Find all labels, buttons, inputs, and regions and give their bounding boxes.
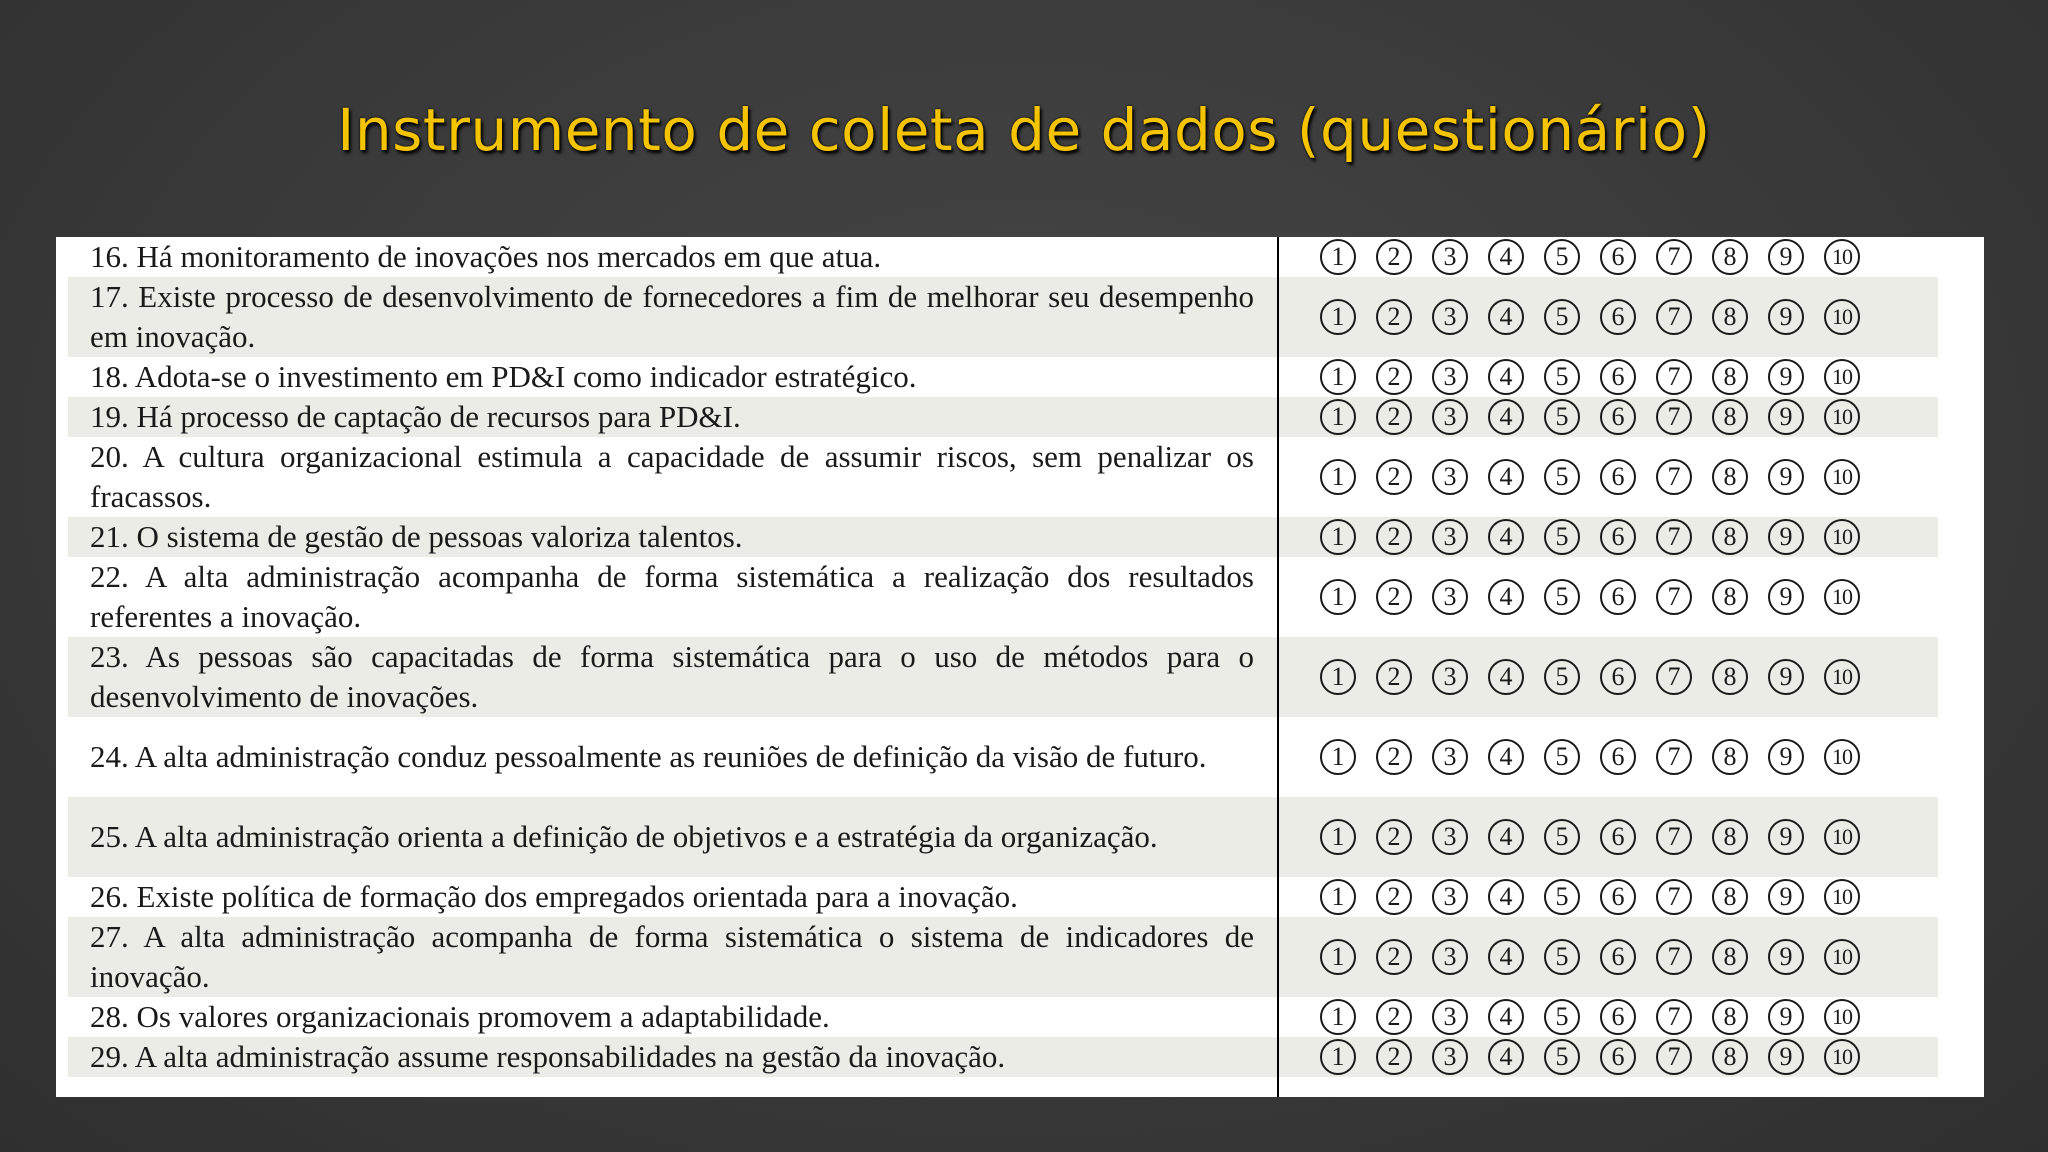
slide-title: Instrumento de coleta de dados (questionário) [337, 96, 1711, 164]
rating-option-2[interactable]: 2 [1376, 459, 1412, 495]
rating-scale [1254, 877, 1938, 917]
rating-option-9[interactable]: 9 [1768, 739, 1804, 775]
rating-option-7[interactable]: 7 [1656, 239, 1692, 275]
question-text: 24. A alta administração conduz pessoalmente as reuniões de definição da visão de futuro. [90, 739, 1207, 774]
rating-option-5[interactable]: 5 [1544, 999, 1580, 1035]
rating-option-5[interactable]: 5 [1544, 299, 1580, 335]
rating-option-4[interactable]: 4 [1488, 239, 1524, 275]
column-divider [1277, 237, 1279, 1097]
rating-option-1[interactable]: 1 [1320, 819, 1356, 855]
rating-option-5[interactable]: 5 [1544, 819, 1580, 855]
rating-option-6[interactable]: 6 [1600, 359, 1636, 395]
rating-option-3[interactable]: 3 [1432, 299, 1468, 335]
rating-option-5[interactable]: 5 [1544, 519, 1580, 555]
rating-option-9[interactable]: 9 [1768, 939, 1804, 975]
rating-scale [1254, 357, 1938, 397]
rating-option-3[interactable]: 3 [1432, 1039, 1468, 1075]
question-text: 28. Os valores organizacionais promovem a adaptabilidade. [90, 999, 830, 1034]
rating-option-6[interactable]: 6 [1600, 819, 1636, 855]
rating-option-6[interactable]: 6 [1600, 399, 1636, 435]
rating-option-5[interactable]: 5 [1544, 1039, 1580, 1075]
question-text: 26. Existe política de formação dos empregados orientada para a inovação. [90, 879, 1018, 914]
rating-option-2[interactable]: 2 [1376, 739, 1412, 775]
rating-option-1[interactable]: 1 [1320, 459, 1356, 495]
rating-option-7[interactable]: 7 [1656, 519, 1692, 555]
rating-option-5[interactable]: 5 [1544, 659, 1580, 695]
rating-option-7[interactable]: 7 [1656, 1039, 1692, 1075]
rating-option-4[interactable]: 4 [1488, 579, 1524, 615]
question-text: 25. A alta administração orienta a definição de objetivos e a estratégia da organização. [90, 819, 1158, 854]
question-row [68, 277, 1938, 357]
rating-option-7[interactable]: 7 [1656, 879, 1692, 915]
rating-option-9[interactable]: 9 [1768, 239, 1804, 275]
rating-option-10[interactable]: 10 [1824, 999, 1860, 1035]
rating-option-7[interactable]: 7 [1656, 999, 1692, 1035]
rating-option-2[interactable]: 2 [1376, 399, 1412, 435]
rating-option-2[interactable]: 2 [1376, 359, 1412, 395]
rating-option-8[interactable]: 8 [1712, 819, 1748, 855]
rating-option-9[interactable]: 9 [1768, 819, 1804, 855]
question-row [68, 877, 1938, 917]
rating-option-10[interactable]: 10 [1824, 1039, 1860, 1075]
rating-option-1[interactable]: 1 [1320, 659, 1356, 695]
question-text: 23. As pessoas são capacitadas de forma sistemática para o uso de métodos para o desenvolvimento de inovações. [90, 639, 1254, 714]
rating-option-2[interactable]: 2 [1376, 1039, 1412, 1075]
rating-option-8[interactable]: 8 [1712, 999, 1748, 1035]
question-row [68, 557, 1938, 637]
rating-option-5[interactable]: 5 [1544, 579, 1580, 615]
rating-option-4[interactable]: 4 [1488, 399, 1524, 435]
rating-option-1[interactable]: 1 [1320, 239, 1356, 275]
rating-scale [1254, 437, 1938, 517]
rating-option-9[interactable]: 9 [1768, 579, 1804, 615]
rating-option-9[interactable]: 9 [1768, 459, 1804, 495]
rating-option-4[interactable]: 4 [1488, 739, 1524, 775]
rating-option-5[interactable]: 5 [1544, 399, 1580, 435]
question-text: 27. A alta administração acompanha de forma sistemática o sistema de indicadores de inovação. [90, 919, 1254, 994]
rating-option-10[interactable]: 10 [1824, 519, 1860, 555]
rating-option-1[interactable]: 1 [1320, 939, 1356, 975]
rating-option-10[interactable]: 10 [1824, 579, 1860, 615]
rating-option-1[interactable]: 1 [1320, 299, 1356, 335]
rating-option-2[interactable]: 2 [1376, 519, 1412, 555]
rating-option-1[interactable]: 1 [1320, 359, 1356, 395]
rating-option-6[interactable]: 6 [1600, 519, 1636, 555]
rating-option-7[interactable]: 7 [1656, 819, 1692, 855]
rating-option-6[interactable]: 6 [1600, 999, 1636, 1035]
rating-option-5[interactable]: 5 [1544, 239, 1580, 275]
rating-option-7[interactable]: 7 [1656, 359, 1692, 395]
rating-option-8[interactable]: 8 [1712, 359, 1748, 395]
rating-option-9[interactable]: 9 [1768, 399, 1804, 435]
rating-option-10[interactable]: 10 [1824, 659, 1860, 695]
rating-option-5[interactable]: 5 [1544, 459, 1580, 495]
rating-option-8[interactable]: 8 [1712, 399, 1748, 435]
question-text: 20. A cultura organizacional estimula a capacidade de assumir riscos, sem penalizar os fracassos. [90, 439, 1254, 514]
rating-scale [1254, 237, 1938, 277]
rating-option-2[interactable]: 2 [1376, 239, 1412, 275]
question-text: 21. O sistema de gestão de pessoas valoriza talentos. [90, 519, 743, 554]
rating-option-4[interactable]: 4 [1488, 879, 1524, 915]
question-text: 22. A alta administração acompanha de forma sistemática a realização dos resultados referentes a inovação. [90, 559, 1254, 634]
rating-scale [1254, 637, 1938, 717]
rating-option-4[interactable]: 4 [1488, 819, 1524, 855]
rating-option-10[interactable]: 10 [1824, 739, 1860, 775]
question-row [68, 997, 1938, 1037]
rating-scale [1254, 517, 1938, 557]
rating-option-3[interactable]: 3 [1432, 659, 1468, 695]
rating-option-6[interactable]: 6 [1600, 1039, 1636, 1075]
rating-option-5[interactable]: 5 [1544, 359, 1580, 395]
rating-option-9[interactable]: 9 [1768, 359, 1804, 395]
rating-option-4[interactable]: 4 [1488, 939, 1524, 975]
question-row [68, 717, 1938, 797]
rating-option-2[interactable]: 2 [1376, 999, 1412, 1035]
rating-scale [1254, 1037, 1938, 1077]
rating-option-10[interactable]: 10 [1824, 459, 1860, 495]
rating-option-1[interactable]: 1 [1320, 999, 1356, 1035]
rating-option-7[interactable]: 7 [1656, 939, 1692, 975]
rating-option-5[interactable]: 5 [1544, 939, 1580, 975]
rating-option-6[interactable]: 6 [1600, 239, 1636, 275]
rating-option-1[interactable]: 1 [1320, 1039, 1356, 1075]
rating-option-7[interactable]: 7 [1656, 459, 1692, 495]
rating-option-1[interactable]: 1 [1320, 519, 1356, 555]
rating-option-4[interactable]: 4 [1488, 459, 1524, 495]
rating-option-6[interactable]: 6 [1600, 659, 1636, 695]
rating-option-2[interactable]: 2 [1376, 659, 1412, 695]
rating-option-5[interactable]: 5 [1544, 739, 1580, 775]
rating-option-9[interactable]: 9 [1768, 299, 1804, 335]
question-text: 18. Adota-se o investimento em PD&I como indicador estratégico. [90, 359, 917, 394]
rating-option-7[interactable]: 7 [1656, 739, 1692, 775]
rating-option-2[interactable]: 2 [1376, 299, 1412, 335]
rating-option-8[interactable]: 8 [1712, 459, 1748, 495]
rating-option-5[interactable]: 5 [1544, 879, 1580, 915]
rating-option-1[interactable]: 1 [1320, 879, 1356, 915]
question-row [68, 437, 1938, 517]
rating-option-1[interactable]: 1 [1320, 739, 1356, 775]
rating-option-10[interactable]: 10 [1824, 239, 1860, 275]
rating-option-4[interactable]: 4 [1488, 359, 1524, 395]
questionnaire-table [56, 237, 1984, 1097]
rating-option-4[interactable]: 4 [1488, 519, 1524, 555]
rating-option-10[interactable]: 10 [1824, 399, 1860, 435]
rating-option-8[interactable]: 8 [1712, 659, 1748, 695]
rating-option-6[interactable]: 6 [1600, 299, 1636, 335]
rating-scale [1254, 397, 1938, 437]
question-row [68, 517, 1938, 557]
rating-option-3[interactable]: 3 [1432, 359, 1468, 395]
rating-option-3[interactable]: 3 [1432, 459, 1468, 495]
rating-option-10[interactable]: 10 [1824, 939, 1860, 975]
rating-scale [1254, 557, 1938, 637]
rating-option-3[interactable]: 3 [1432, 999, 1468, 1035]
question-row [68, 637, 1938, 717]
rating-option-3[interactable]: 3 [1432, 879, 1468, 915]
rating-option-3[interactable]: 3 [1432, 819, 1468, 855]
rating-scale [1254, 277, 1938, 357]
rating-option-7[interactable]: 7 [1656, 299, 1692, 335]
rating-option-6[interactable]: 6 [1600, 739, 1636, 775]
rating-option-8[interactable]: 8 [1712, 939, 1748, 975]
rating-option-1[interactable]: 1 [1320, 579, 1356, 615]
question-row [68, 237, 1938, 277]
question-row [68, 1037, 1938, 1077]
rating-option-8[interactable]: 8 [1712, 579, 1748, 615]
rating-option-7[interactable]: 7 [1656, 399, 1692, 435]
rating-option-3[interactable]: 3 [1432, 939, 1468, 975]
question-row [68, 357, 1938, 397]
rating-option-7[interactable]: 7 [1656, 579, 1692, 615]
rating-option-8[interactable]: 8 [1712, 299, 1748, 335]
question-text: 16. Há monitoramento de inovações nos mercados em que atua. [90, 239, 882, 274]
rating-option-10[interactable]: 10 [1824, 819, 1860, 855]
rating-scale [1254, 797, 1938, 877]
rating-option-8[interactable]: 8 [1712, 739, 1748, 775]
rating-option-9[interactable]: 9 [1768, 999, 1804, 1035]
question-row [68, 917, 1938, 997]
rating-option-8[interactable]: 8 [1712, 239, 1748, 275]
rating-option-9[interactable]: 9 [1768, 659, 1804, 695]
rating-scale [1254, 717, 1938, 797]
rating-scale [1254, 997, 1938, 1037]
rating-option-10[interactable]: 10 [1824, 879, 1860, 915]
rating-option-8[interactable]: 8 [1712, 1039, 1748, 1075]
rating-option-6[interactable]: 6 [1600, 939, 1636, 975]
rating-option-10[interactable]: 10 [1824, 299, 1860, 335]
rating-option-1[interactable]: 1 [1320, 399, 1356, 435]
rating-option-2[interactable]: 2 [1376, 939, 1412, 975]
rating-option-3[interactable]: 3 [1432, 739, 1468, 775]
rating-option-9[interactable]: 9 [1768, 879, 1804, 915]
rating-option-6[interactable]: 6 [1600, 579, 1636, 615]
question-text: 19. Há processo de captação de recursos para PD&I. [90, 399, 741, 434]
rating-option-3[interactable]: 3 [1432, 239, 1468, 275]
rating-option-2[interactable]: 2 [1376, 819, 1412, 855]
question-row [68, 397, 1938, 437]
rating-option-2[interactable]: 2 [1376, 879, 1412, 915]
rating-option-7[interactable]: 7 [1656, 659, 1692, 695]
rating-option-4[interactable]: 4 [1488, 299, 1524, 335]
rating-option-4[interactable]: 4 [1488, 999, 1524, 1035]
rating-scale [1254, 917, 1938, 997]
rating-option-10[interactable]: 10 [1824, 359, 1860, 395]
rating-option-9[interactable]: 9 [1768, 519, 1804, 555]
rating-option-8[interactable]: 8 [1712, 879, 1748, 915]
rating-option-4[interactable]: 4 [1488, 1039, 1524, 1075]
question-text: 29. A alta administração assume responsabilidades na gestão da inovação. [90, 1039, 1006, 1074]
question-row [68, 797, 1938, 877]
rating-option-4[interactable]: 4 [1488, 659, 1524, 695]
rating-option-2[interactable]: 2 [1376, 579, 1412, 615]
rating-option-3[interactable]: 3 [1432, 519, 1468, 555]
question-text: 17. Existe processo de desenvolvimento de fornecedores a fim de melhorar seu desempenho em inovação. [90, 279, 1254, 354]
rating-option-8[interactable]: 8 [1712, 519, 1748, 555]
rating-option-3[interactable]: 3 [1432, 579, 1468, 615]
rating-option-3[interactable]: 3 [1432, 399, 1468, 435]
rating-option-6[interactable]: 6 [1600, 879, 1636, 915]
rating-option-9[interactable]: 9 [1768, 1039, 1804, 1075]
rating-option-6[interactable]: 6 [1600, 459, 1636, 495]
